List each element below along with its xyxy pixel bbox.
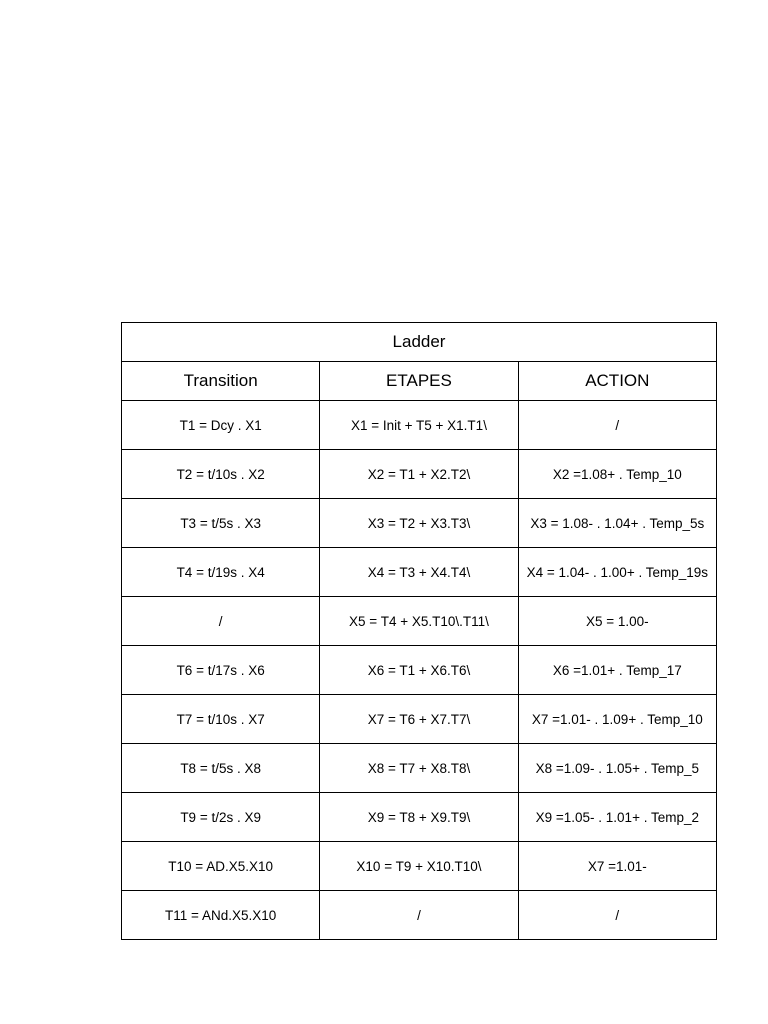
action-cell: X9 =1.05- . 1.01+ . Temp_2 — [518, 793, 716, 842]
etape-cell: X2 = T1 + X2.T2\ — [320, 450, 518, 499]
header-row — [122, 362, 717, 401]
action-cell: X7 =1.01- . 1.09+ . Temp_10 — [518, 695, 716, 744]
transition-cell: T4 = t/19s . X4 — [122, 548, 320, 597]
etape-cell: X3 = T2 + X3.T3\ — [320, 499, 518, 548]
transition-cell: / — [122, 597, 320, 646]
etape-cell: X4 = T3 + X4.T4\ — [320, 548, 518, 597]
transition-cell: T1 = Dcy . X1 — [122, 401, 320, 450]
etape-cell: X6 = T1 + X6.T6\ — [320, 646, 518, 695]
table-row — [122, 793, 717, 842]
action-cell: X7 =1.01- — [518, 842, 716, 891]
header-etapes: ETAPES — [320, 362, 518, 401]
transition-cell: T3 = t/5s . X3 — [122, 499, 320, 548]
transition-cell: T6 = t/17s . X6 — [122, 646, 320, 695]
header-action: ACTION — [518, 362, 716, 401]
etape-cell: X1 = Init + T5 + X1.T1\ — [320, 401, 518, 450]
etape-cell: X7 = T6 + X7.T7\ — [320, 695, 518, 744]
action-cell: / — [518, 401, 716, 450]
title-row — [122, 323, 717, 362]
table-row — [122, 744, 717, 793]
transition-cell: T10 = AD.X5.X10 — [122, 842, 320, 891]
transition-cell: T11 = ANd.X5.X10 — [122, 891, 320, 940]
action-cell: X3 = 1.08- . 1.04+ . Temp_5s — [518, 499, 716, 548]
transition-cell: T9 = t/2s . X9 — [122, 793, 320, 842]
table-row — [122, 646, 717, 695]
table-row — [122, 450, 717, 499]
action-cell: / — [518, 891, 716, 940]
action-cell: X5 = 1.00- — [518, 597, 716, 646]
etape-cell: X10 = T9 + X10.T10\ — [320, 842, 518, 891]
action-cell: X8 =1.09- . 1.05+ . Temp_5 — [518, 744, 716, 793]
transition-cell: T2 = t/10s . X2 — [122, 450, 320, 499]
transition-cell: T7 = t/10s . X7 — [122, 695, 320, 744]
table-row — [122, 499, 717, 548]
etape-cell: / — [320, 891, 518, 940]
action-cell: X4 = 1.04- . 1.00+ . Temp_19s — [518, 548, 716, 597]
table-row — [122, 401, 717, 450]
table-row — [122, 548, 717, 597]
etape-cell: X5 = T4 + X5.T10\.T11\ — [320, 597, 518, 646]
ladder-table — [121, 322, 717, 940]
action-cell: X6 =1.01+ . Temp_17 — [518, 646, 716, 695]
etape-cell: X9 = T8 + X9.T9\ — [320, 793, 518, 842]
table-row — [122, 695, 717, 744]
etape-cell: X8 = T7 + X8.T8\ — [320, 744, 518, 793]
action-cell: X2 =1.08+ . Temp_10 — [518, 450, 716, 499]
transition-cell: T8 = t/5s . X8 — [122, 744, 320, 793]
table-row — [122, 891, 717, 940]
table-title: Ladder — [122, 323, 717, 362]
table-row — [122, 842, 717, 891]
header-transition: Transition — [122, 362, 320, 401]
table-row — [122, 597, 717, 646]
